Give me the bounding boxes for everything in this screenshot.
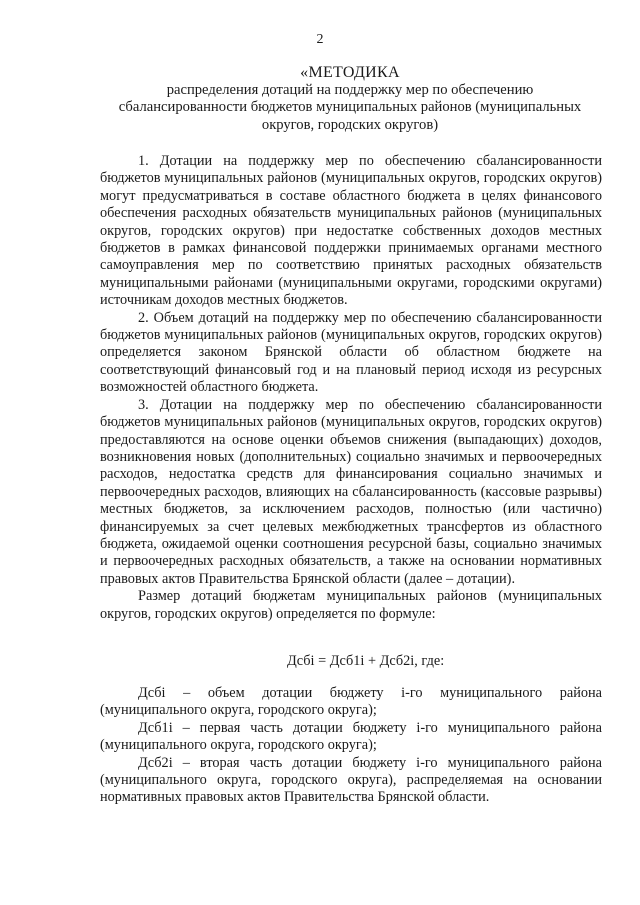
document-title (90, 64, 610, 134)
page-number: 2 (316, 32, 324, 47)
definition-dsbi: Дсбi – объем дотации бюджету i-го муниципального района (муниципального округа, городского округа); (100, 685, 602, 719)
title-heading: «МЕТОДИКА (300, 64, 400, 81)
formula: Дсбi = Дсб1i + Дсб2i, где: (287, 653, 445, 669)
paragraph-3: 3. Дотации на поддержку мер по обеспечению сбалансированности бюджетов муниципальных районов (муниципальных округов, городских округов) предоставляются на основе оценки объемов снижения (выпадающих) доходов, возникновения новых (дополнительных) социально значимых и первоочередных расходов, недостатка средств для финансирования социально значимых и первоочередных расходов, влияющих на сбалансированность (кассовые разрывы) местных бюджетов, за исключением расходов, полностью (или частично) финансируемых за счет целевых межбюджетных трансфертов из областного бюджета, ожидаемой оценки соотношения ресурсной базы, социально значимых и первоочередных расходных обязательств, а также на основании нормативных правовых актов Правительства Брянской области (далее – дотации). (100, 396, 602, 587)
definition-dsb2i: Дсб2i – вторая часть дотации бюджету i-го муниципального района (муниципального округа, городского округа), распределяемая на основании нормативных правовых актов Правительства Брянской области. (100, 754, 602, 806)
paragraph-4: Размер дотаций бюджетам муниципальных районов (муниципальных округов, городских округов) определяется по формуле: (100, 588, 602, 622)
title-subtitle-line-3: округов, городских округов) (261, 116, 439, 133)
formula-definitions (100, 685, 602, 807)
document-body (100, 153, 602, 623)
title-subtitle-line-1: распределения дотаций на поддержку мер по обеспечению (166, 81, 534, 98)
title-subtitle-line-2: сбалансированности бюджетов муниципальных районов (муниципальных (118, 99, 582, 115)
paragraph-1: 1. Дотации на поддержку мер по обеспечению сбалансированности бюджетов муниципальных районов (муниципальных округов, городских округов) могут предусматриваться в составе областного бюджета в целях финансового обеспечения расходных обязательств муниципальных районов (муниципальных округов, городских округов) при недостатке собственных доходов местных бюджетов в рамках финансовой поддержки принимаемых органами местного самоуправления мер по соответствию принятых расходных обязательств муниципальными районами (муниципальными округами, городскими округами) источникам доходов местных бюджетов. (100, 153, 602, 309)
definition-dsb1i: Дсб1i – первая часть дотации бюджету i-го муниципального района (муниципального округа, городского округа); (100, 719, 602, 754)
paragraph-2: 2. Объем дотаций на поддержку мер по обеспечению сбалансированности бюджетов муниципальных районов (муниципальных округов, городских округов) определяется законом Брянской области об областном бюджете на соответствующий финансовый год и на плановый период исходя из ресурсных возможностей областного бюджета. (100, 309, 602, 396)
